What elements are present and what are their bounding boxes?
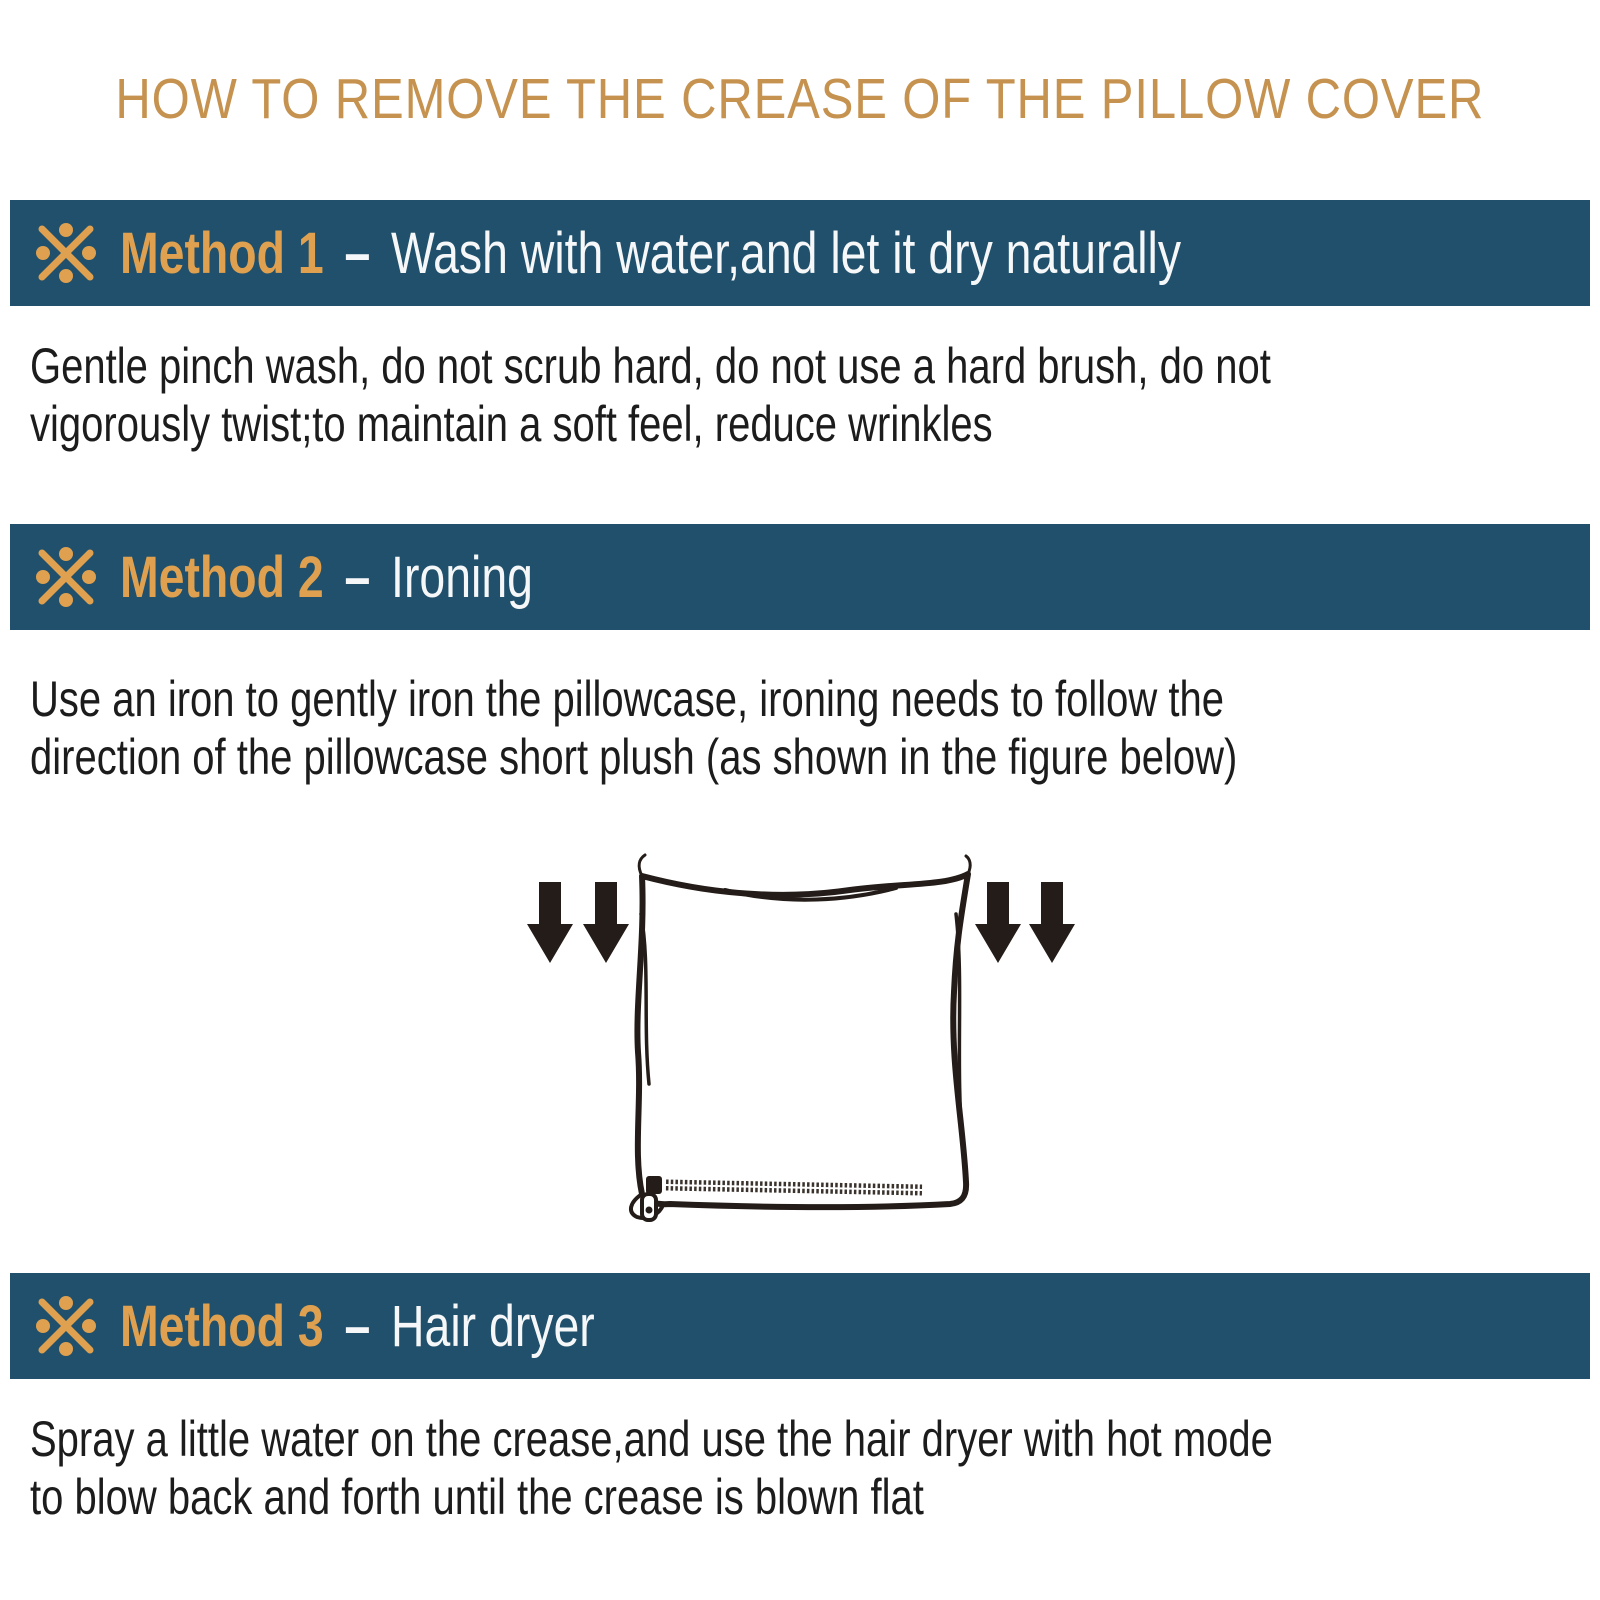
method-1-label: Method 1: [120, 220, 324, 286]
down-arrow-icon: [975, 882, 1021, 963]
method-2-header: [120, 544, 533, 611]
method-3-header: [120, 1293, 595, 1360]
body-line: Use an iron to gently iron the pillowcase, ironing needs to follow the: [30, 671, 1225, 727]
method-3-heading: Hair dryer: [391, 1293, 595, 1359]
down-arrow-icon: [1029, 882, 1075, 963]
reference-mark-icon: [34, 545, 98, 609]
body-line: to blow back and forth until the crease is blown flat: [30, 1469, 924, 1525]
body-line: Spray a little water on the crease,and use the hair dryer with hot mode: [30, 1411, 1273, 1467]
down-arrow-group-right: [975, 882, 1075, 963]
method-1-header: [120, 220, 1181, 287]
pillow-illustration: [520, 852, 1080, 1262]
page-title: HOW TO REMOVE THE CREASE OF THE PILLOW COVER: [115, 67, 1485, 131]
method-2-heading: Ironing: [391, 544, 533, 610]
method-1-heading: Wash with water,and let it dry naturally: [391, 220, 1182, 286]
method-2-label: Method 2: [120, 544, 324, 610]
down-arrow-icon: [527, 882, 573, 963]
zipper-pull: [642, 1194, 656, 1220]
down-arrow-icon: [583, 882, 629, 963]
method-1-banner: [10, 200, 1590, 306]
body-line: direction of the pillowcase short plush (as shown in the figure below): [30, 729, 1238, 785]
method-1-body: [30, 337, 1581, 453]
down-arrow-group-left: [527, 882, 629, 963]
method-3-label: Method 3: [120, 1293, 324, 1359]
body-line: Gentle pinch wash, do not scrub hard, do not use a hard brush, do not: [30, 338, 1271, 394]
body-line: vigorously twist;to maintain a soft feel, reduce wrinkles: [30, 396, 993, 452]
method-1-dash: –: [344, 220, 371, 286]
zipper-slider: [646, 1176, 662, 1194]
title-bar: [0, 66, 1600, 132]
method-3-banner: [10, 1273, 1590, 1379]
reference-mark-icon: [34, 221, 98, 285]
method-3-body: [30, 1410, 1584, 1526]
method-2-dash: –: [344, 544, 371, 610]
method-2-banner: [10, 524, 1590, 630]
method-3-dash: –: [344, 1293, 371, 1359]
reference-mark-icon: [34, 1294, 98, 1358]
pillow-outline: [631, 855, 970, 1218]
method-2-body: [30, 670, 1539, 786]
